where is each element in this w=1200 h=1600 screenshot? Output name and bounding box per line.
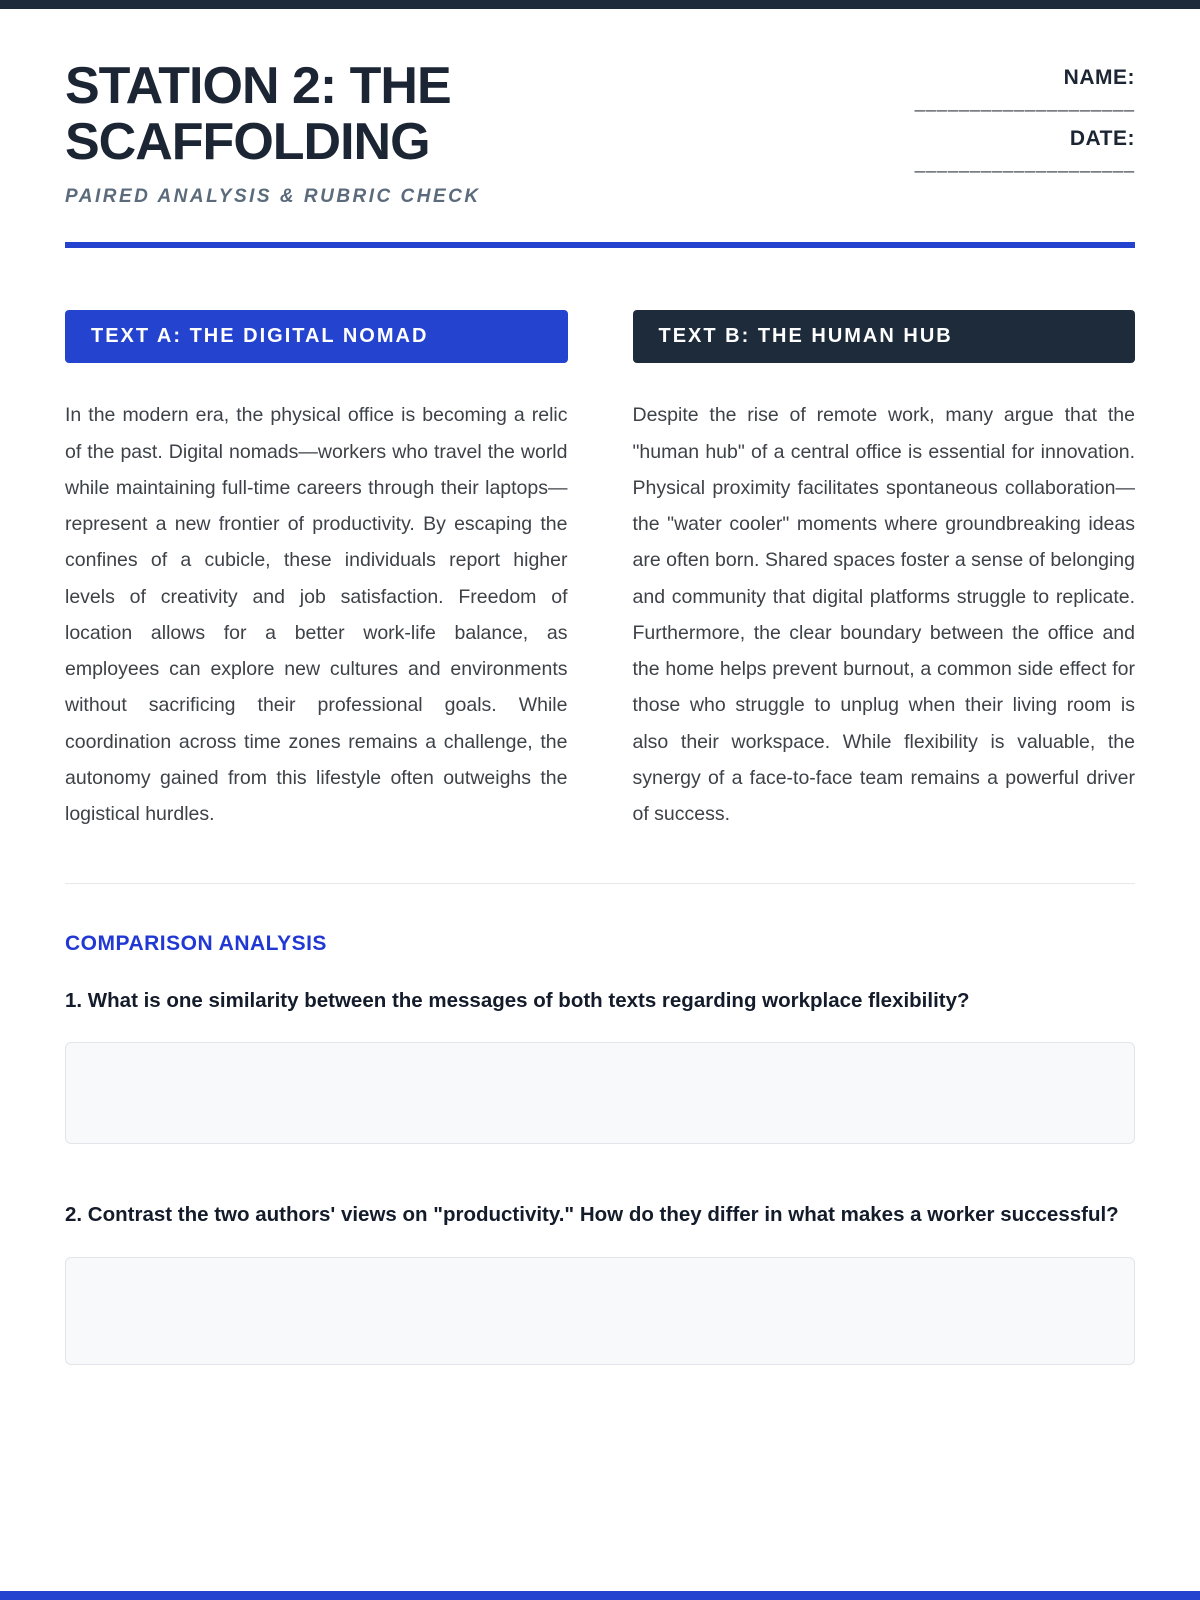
name-label: NAME: [1063, 66, 1135, 89]
text-a-column [65, 310, 568, 832]
text-a-body: In the modern era, the physical office is becoming a relic of the past. Digital nomads—workers who travel the world while maintaining full-time careers through their laptops—represent a new frontier of productivity. By escaping the confines of a cubicle, these individuals report higher levels of creativity and job satisfaction. Freedom of location allows for a better work-life balance, as employees can explore new cultures and environments without sacrificing their professional goals. While coordination across time zones remains a challenge, the autonomy gained from this lifestyle often outweighs the logistical hurdles. [65, 404, 568, 826]
header [65, 58, 1135, 208]
title-block [65, 58, 481, 208]
text-b-column [633, 310, 1136, 832]
page-subtitle: PAIRED ANALYSIS & RUBRIC CHECK [65, 186, 481, 208]
page-title-line-2: SCAFFOLDING [65, 113, 430, 172]
answer-box-2[interactable] [65, 1257, 1135, 1365]
name-date-fields [915, 58, 1135, 188]
date-blank-line: ____________________ [914, 153, 1135, 173]
comparison-heading: COMPARISON ANALYSIS [65, 931, 327, 955]
bottom-accent-bar [0, 1591, 1200, 1600]
question-2-text: 2. Contrast the two authors' views on "productivity." How do they differ in what makes a worker successful? [65, 1203, 1119, 1227]
paired-texts [65, 310, 1135, 832]
name-blank-line: ____________________ [914, 92, 1135, 112]
top-accent-bar [0, 0, 1200, 9]
header-divider-rule [65, 242, 1135, 248]
section-divider [65, 883, 1135, 884]
date-label: DATE: [1069, 127, 1135, 150]
answer-box-1[interactable] [65, 1042, 1135, 1144]
page-title [65, 58, 481, 170]
page-title-line-1: STATION 2: THE [65, 57, 451, 115]
text-a-header: TEXT A: THE DIGITAL NOMAD [65, 310, 568, 363]
text-b-body: Despite the rise of remote work, many argue that the "human hub" of a central office is essential for innovation. Physical proximity facilitates spontaneous collaboration—the "water cooler" moments where groundbreaking ideas are often born. Shared spaces foster a sense of belonging and community that digital platforms struggle to replicate. Furthermore, the clear boundary between the office and the home helps prevent burnout, a common side effect for those who struggle to unplug when their living room is also their workspace. While flexibility is valuable, the synergy of a face-to-face team remains a powerful driver of success. [632, 404, 1135, 826]
text-b-header: TEXT B: THE HUMAN HUB [633, 310, 1136, 363]
question-1-text: 1. What is one similarity between the messages of both texts regarding workplace flexibility? [65, 988, 970, 1012]
